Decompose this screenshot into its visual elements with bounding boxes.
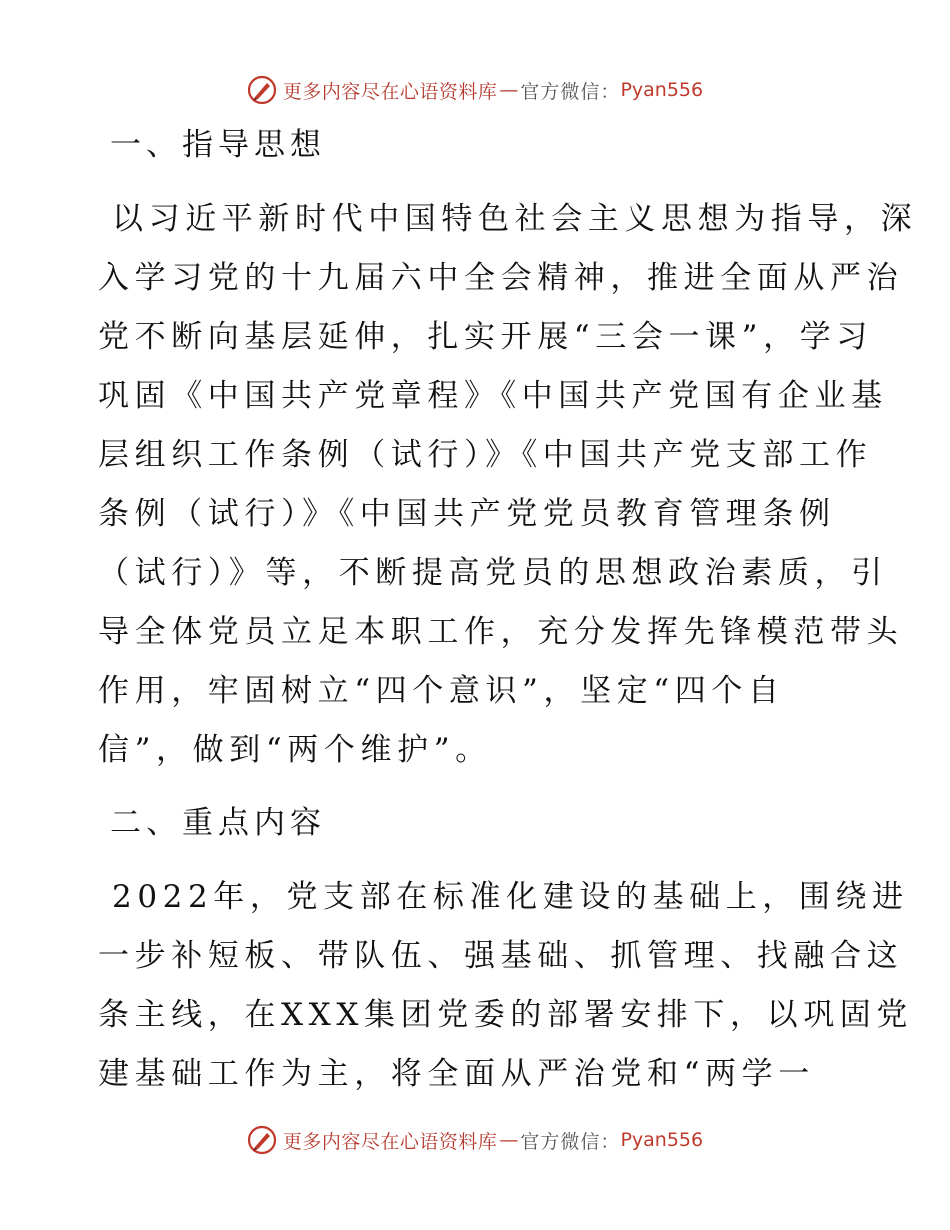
- watermark-id: Pyan556: [620, 1129, 704, 1151]
- paragraph-line: 党不断向基层延伸，扎实开展“三会一课”，学习: [98, 319, 873, 355]
- paragraph-line: 一步补短板、带队伍、强基础、抓管理、找融合这: [98, 938, 904, 974]
- watermark-text: 更多内容尽在心语资料库: [282, 1130, 498, 1153]
- section-paragraph: [98, 868, 914, 1104]
- watermark-id: Pyan556: [620, 79, 704, 101]
- section-heading: 二、重点内容: [110, 805, 326, 841]
- paragraph-line: 2022年，党支部在标准化建设的基础上，围绕进: [112, 879, 909, 915]
- paragraph-line: 信”，做到“两个维护”。: [98, 732, 492, 768]
- paragraph-line: 建基础工作为主，将全面从严治党和“两学一: [98, 1056, 815, 1092]
- pen-logo-icon: [247, 75, 277, 105]
- watermark-official: 官方微信：: [520, 80, 621, 103]
- pen-logo-icon: [247, 1125, 277, 1155]
- paragraph-line: 巩固《中国共产党章程》《中国共产党国有企业基: [98, 378, 888, 414]
- paragraph-line: 以习近平新时代中国特色社会主义思想为指导，深: [112, 201, 918, 237]
- watermark-dash: —: [499, 79, 519, 101]
- paragraph-line: （试行）》等，不断提高党员的思想政治素质，引: [98, 555, 888, 591]
- section-heading: 一、指导思想: [110, 127, 326, 163]
- watermark-footer: [0, 1122, 950, 1158]
- paragraph-line: 层组织工作条例（试行）》《中国共产党支部工作: [98, 437, 873, 473]
- section-paragraph: [98, 190, 918, 780]
- watermark-dash: —: [499, 1129, 519, 1151]
- watermark-official: 官方微信：: [520, 1130, 621, 1153]
- watermark-header: [0, 72, 950, 108]
- paragraph-line: 作用，牢固树立“四个意识”，坚定“四个自: [98, 673, 785, 709]
- watermark-text: 更多内容尽在心语资料库: [282, 80, 498, 103]
- paragraph-line: 条例（试行）》《中国共产党党员教育管理条例: [98, 496, 836, 532]
- paragraph-line: 导全体党员立足本职工作，充分发挥先锋模范带头: [98, 614, 904, 650]
- document-body: [98, 114, 918, 1104]
- paragraph-line: 条主线，在XXX集团党委的部署安排下，以巩固党: [98, 997, 914, 1033]
- paragraph-line: 入学习党的十九届六中全会精神，推进全面从严治: [98, 260, 904, 296]
